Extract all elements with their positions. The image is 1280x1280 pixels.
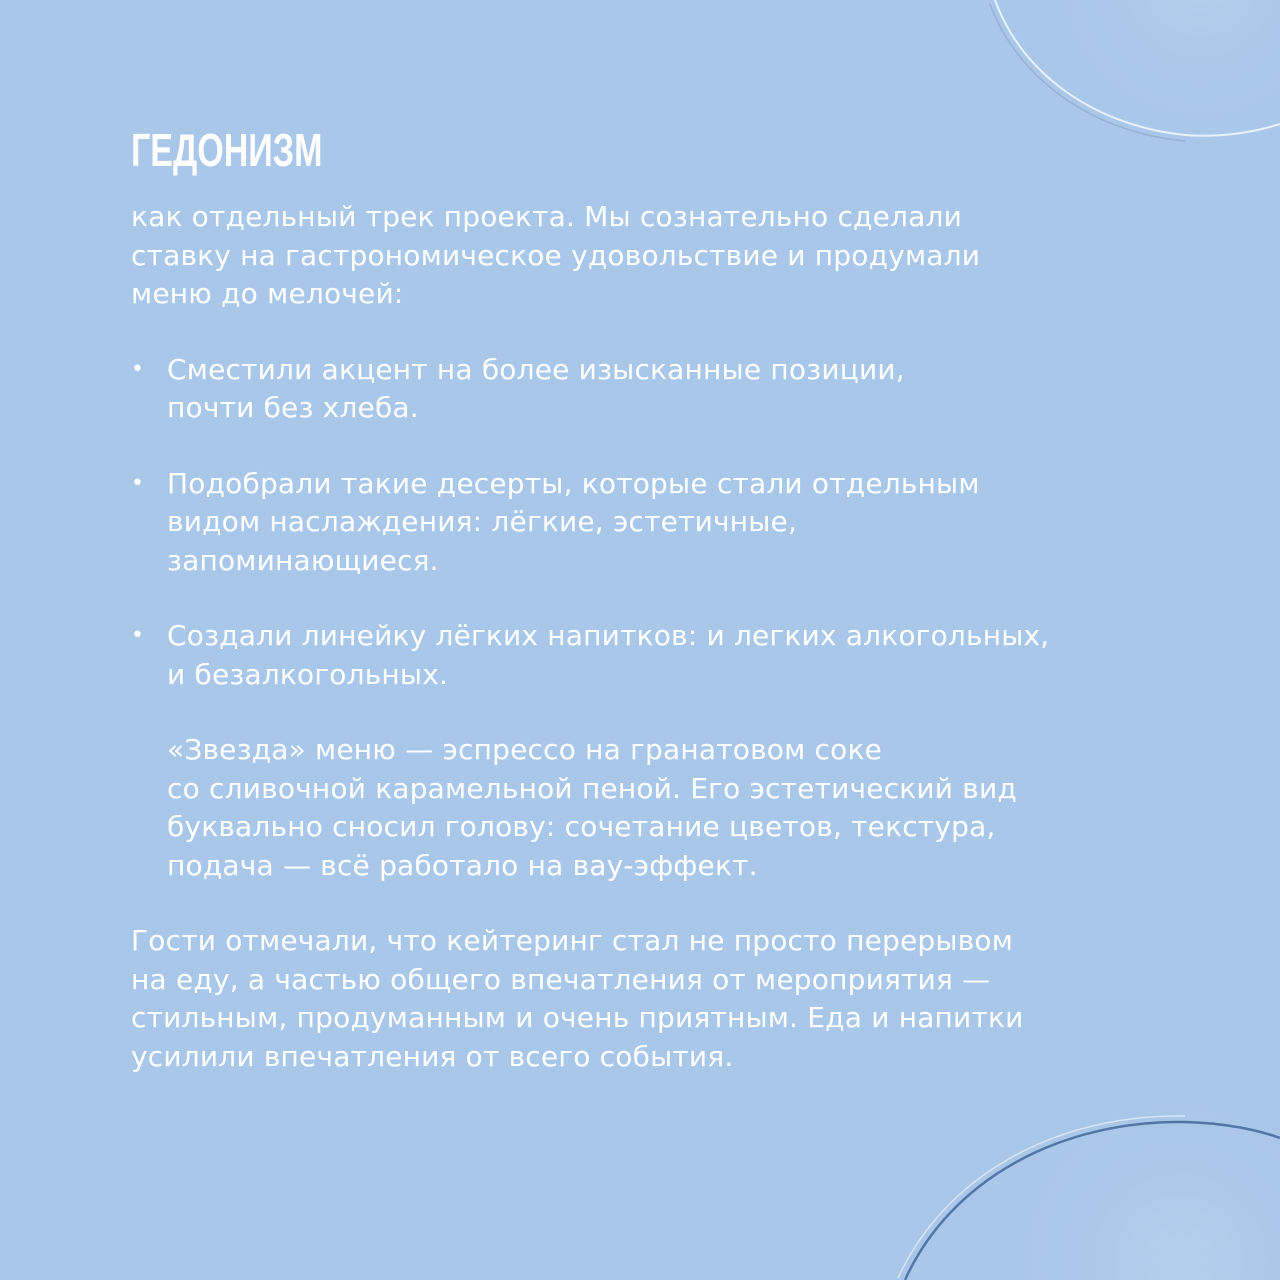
page-title: ГЕДОНИЗМ bbox=[131, 124, 323, 176]
list-item bbox=[131, 351, 1171, 428]
intro-paragraph: как отдельный трек проекта. Мы сознательно сделали ставку на гастрономическое удовольствие и продумали меню до мелочей: bbox=[131, 200, 981, 310]
bullet-marker: • bbox=[131, 470, 144, 496]
bullet-marker: • bbox=[131, 356, 144, 382]
spacer bbox=[131, 428, 1171, 465]
main-content bbox=[131, 124, 1171, 1076]
list-item bbox=[131, 465, 1171, 581]
bullet-marker: • bbox=[131, 623, 144, 648]
spacer bbox=[131, 885, 1171, 922]
spacer bbox=[131, 580, 1171, 617]
star-note-paragraph: «Звезда» меню — эспрессо на гранатовом соке со сливочной карамельной пеной. Его эстетический вид буквально сносил голову: сочетание цветов, текстура, подача — всё работало на вау-эффект. bbox=[167, 733, 1017, 882]
spacer bbox=[131, 694, 1171, 731]
list-item bbox=[131, 617, 1171, 694]
list-item-text: Подобрали такие десерты, которые стали отдельным видом наслаждения: лёгкие, эстетичные, запоминающиеся. bbox=[167, 466, 980, 577]
list-item-text: Создали линейку лёгких напитков: и легких алкогольных, и безалкогольных. bbox=[167, 619, 1050, 691]
list-item-text: Сместили акцент на более изысканные позиции, почти без хлеба. bbox=[167, 352, 905, 424]
conclusion-paragraph: Гости отмечали, что кейтеринг стал не просто перерывом на еду, а частью общего впечатления от мероприятия — стильным, продуманным и очень приятным. Еда и напитки усилили впечатления от всего события. bbox=[131, 924, 1024, 1073]
spacer bbox=[131, 314, 1171, 351]
